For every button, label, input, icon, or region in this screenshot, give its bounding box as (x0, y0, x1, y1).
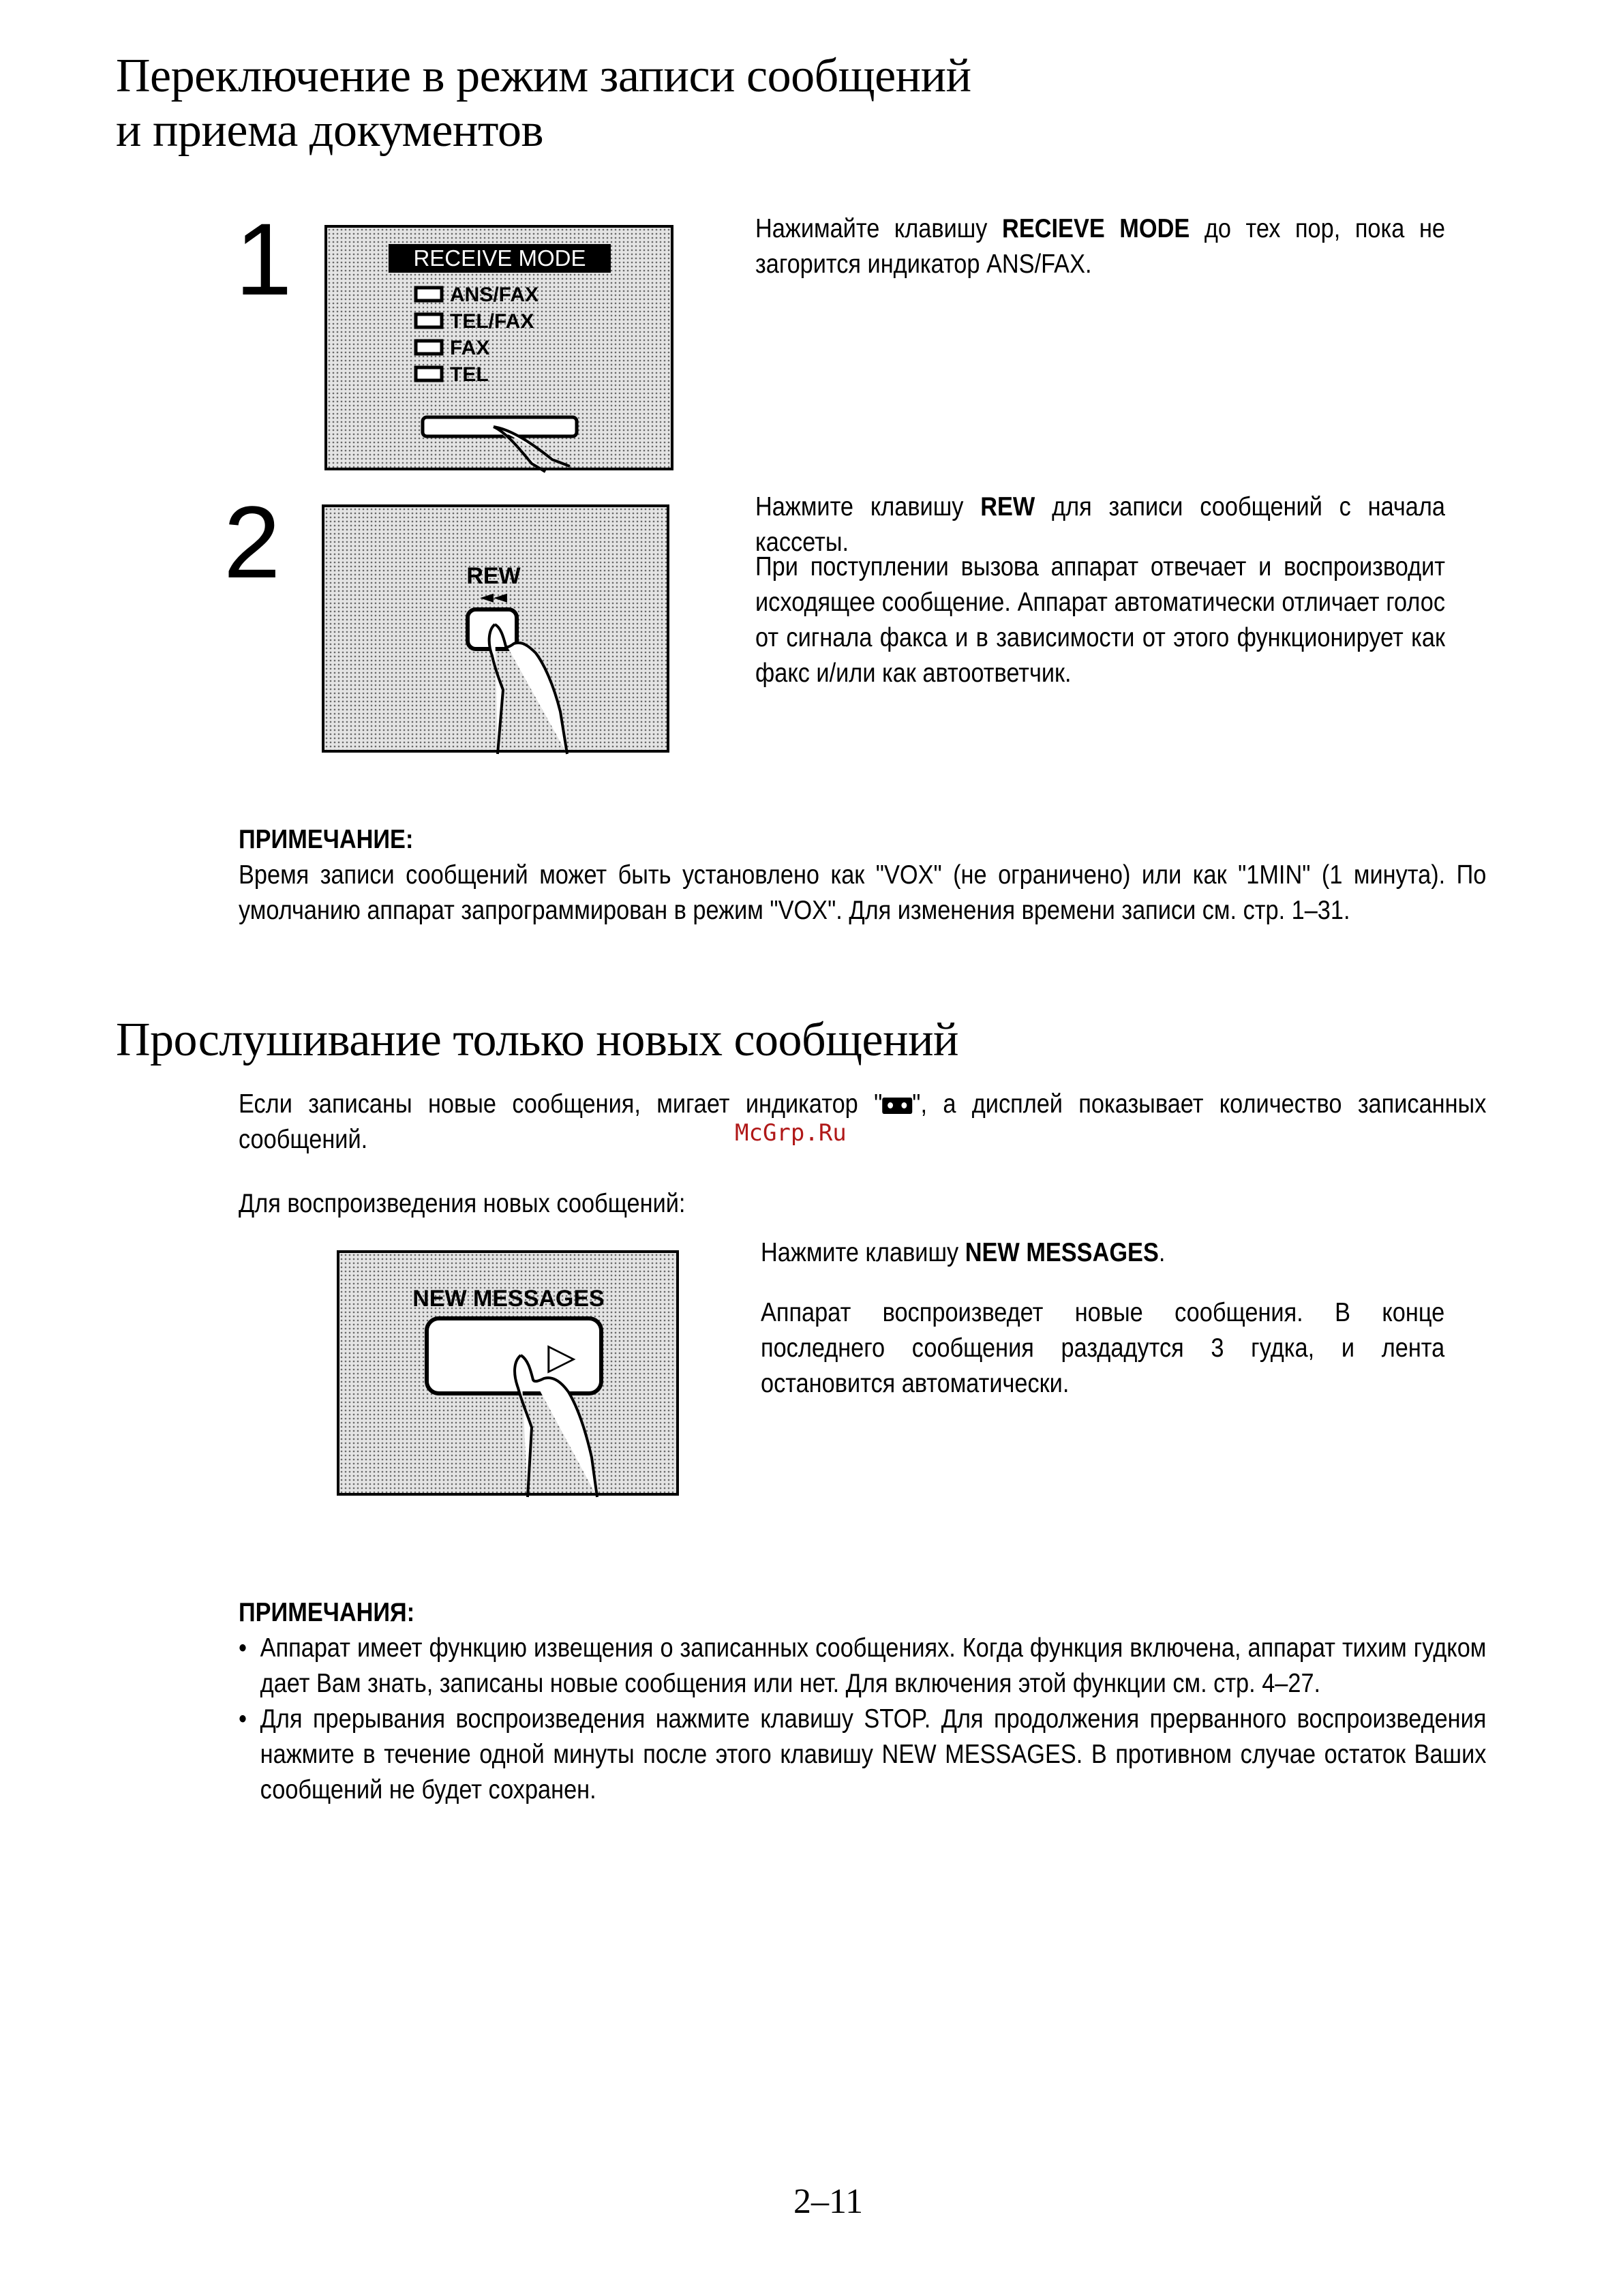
indicator-led-ans-fax (416, 288, 442, 301)
new-messages-description: Аппарат воспроизведет новые сообщения. В конце последнего сообщения раздадутся 3 гудка, и лента остановится автоматически. (761, 1298, 1445, 1398)
watermark: McGrp.Ru (735, 1119, 847, 1147)
note1 (239, 822, 1486, 928)
notes2 (239, 1595, 1486, 1808)
receive-mode-panel (324, 225, 673, 470)
rew-illustration (324, 507, 672, 755)
indicator-tel: TEL (450, 363, 489, 386)
step2-text-pre: Нажмите клавишу (755, 492, 981, 522)
new-messages-panel (337, 1250, 679, 1496)
section2-intro (239, 1087, 1486, 1158)
receive-mode-label: RECEIVE MODE (413, 245, 586, 271)
bullet-icon: • (239, 1633, 247, 1663)
play-icon: ▷ (547, 1335, 576, 1378)
rew-label: REW (466, 563, 521, 589)
section1-title-line1: Переключение в режим записи сообщений (116, 50, 971, 102)
indicator-tel-fax: TEL/FAX (450, 310, 534, 333)
new-messages-text-pre: Нажмите клавишу (761, 1238, 965, 1267)
receive-mode-illustration (327, 228, 676, 473)
step1-text-post: до тех пор, пока не загорится индикатор ANS/FAX. (755, 214, 1445, 279)
section1-title (116, 49, 971, 158)
step2-description: При поступлении вызова аппарат отвечает и воспроизводит исходящее сообщение. Аппарат автоматически отличает голос от сигнала факса и в зависимости от этого функционирует как факс и/или как автоответчик. (755, 552, 1445, 688)
rew-panel (322, 504, 669, 753)
section2-title: Прослушивание только новых сообщений (116, 1014, 958, 1066)
rewind-icon: ◄◄ (480, 587, 507, 607)
step2-text-post: для записи сообщений с начала кассеты. (755, 492, 1445, 557)
new-messages-text-post: . (1158, 1238, 1166, 1267)
new-messages-label: NEW MESSAGES (412, 1286, 605, 1312)
cassette-indicator-icon (882, 1098, 912, 1114)
new-messages-illustration (339, 1253, 682, 1498)
note-item (239, 1702, 1486, 1808)
bullet-icon: • (239, 1704, 247, 1734)
section2-intro2: Для воспроизведения новых сообщений: (239, 1189, 686, 1218)
indicator-led-tel (416, 367, 442, 380)
notes2-heading: ПРИМЕЧАНИЯ: (239, 1598, 415, 1627)
step2-key-name: REW (980, 492, 1035, 522)
step1-instruction (755, 211, 1445, 282)
note-item-text: Аппарат имеет функцию извещения о записанных сообщениях. Когда функция включена, аппарат тихим гудком дает Вам знать, записаны новые сообщения или нет. Для включения этой функции см. стр. 4–27. (260, 1633, 1487, 1698)
indicator-led-tel-fax (416, 314, 442, 327)
note1-heading: ПРИМЕЧАНИЕ: (239, 825, 414, 854)
indicator-led-fax (416, 341, 442, 354)
note-item-text: Для прерывания воспроизведения нажмите клавишу STOP. Для продолжения прерванного воспроизведения нажмите в течение одной минуты после этого клавишу NEW MESSAGES. В противном случае остаток Ваших сообщений не будет сохранен. (260, 1704, 1487, 1804)
indicator-fax: FAX (450, 337, 490, 359)
section1-title-line2: и приема документов (116, 104, 544, 157)
intro-text-pre: Если записаны новые сообщения, мигает индикатор " (239, 1089, 883, 1119)
step1-key-name: RECIEVE MODE (1002, 214, 1190, 243)
new-messages-instruction (761, 1235, 1444, 1271)
step1-text-pre: Нажимайте клавишу (755, 214, 1003, 243)
note1-text: Время записи сообщений может быть установлено как "VOX" (не ограничено) или как "1MIN" (1 минута). По умолчанию аппарат запрограммирован в режим "VOX". Для изменения времени записи см. стр. 1–31. (239, 860, 1487, 925)
step1-number: 1 (235, 202, 292, 316)
indicator-ans-fax: ANS/FAX (450, 284, 539, 306)
new-messages-key-name: NEW MESSAGES (965, 1238, 1159, 1267)
step2-number: 2 (224, 485, 281, 599)
note-item (239, 1631, 1486, 1702)
intro-text-post: ", а дисплей показывает количество записанных сообщений. (239, 1089, 1487, 1154)
page-number: 2–11 (793, 2182, 864, 2221)
